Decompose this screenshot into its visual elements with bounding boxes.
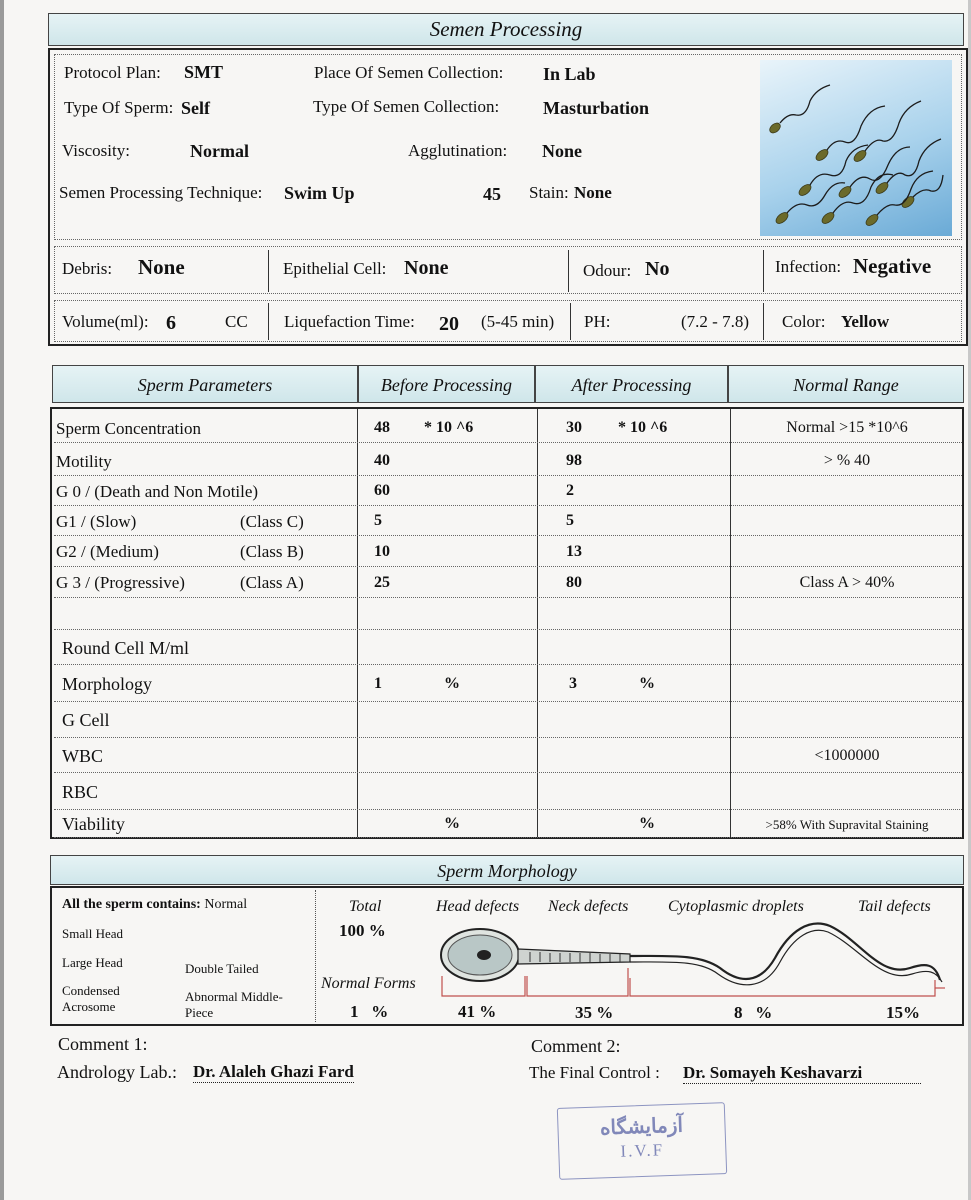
tail-defects-label: Tail defects bbox=[858, 898, 931, 915]
large-head: Large Head bbox=[62, 955, 123, 970]
ph-range: (7.2 - 7.8) bbox=[681, 312, 749, 331]
debris-value: None bbox=[138, 255, 185, 279]
volume-unit: CC bbox=[225, 312, 248, 331]
odour-label: Odour: bbox=[583, 261, 632, 280]
after-unit: % bbox=[639, 675, 655, 692]
header-before-processing: Before Processing bbox=[358, 365, 535, 403]
head-defects-label: Head defects bbox=[436, 898, 520, 915]
table-row bbox=[54, 476, 962, 506]
tail-defects-value: 15% bbox=[886, 1003, 920, 1022]
cytoplasmic-droplets-label: Cytoplasmic droplets bbox=[668, 898, 804, 915]
header-after-processing: After Processing bbox=[535, 365, 728, 403]
viscosity-value: Normal bbox=[190, 141, 249, 161]
after-unit: % bbox=[639, 815, 655, 832]
agglutination-label: Agglutination: bbox=[408, 141, 508, 160]
before-value: 48 bbox=[374, 419, 390, 436]
row-class: (Class C) bbox=[240, 512, 304, 531]
comment-2-label: Comment 2: bbox=[531, 1036, 621, 1056]
epithelial-value: None bbox=[404, 257, 449, 279]
infection-value: Negative bbox=[853, 254, 932, 278]
condensed-acrosome: Condensed Acrosome bbox=[62, 983, 120, 1014]
row-label: Round Cell M/ml bbox=[62, 638, 190, 658]
cytoplasmic-droplets-value: 8 % bbox=[734, 1003, 773, 1022]
technique-minutes: 45 bbox=[483, 184, 501, 204]
sperm-type-label: Type Of Sperm: bbox=[64, 98, 174, 117]
liquefaction-label: Liquefaction Time: bbox=[284, 312, 415, 331]
total-label: Total bbox=[349, 898, 382, 915]
protocol-value: SMT bbox=[184, 62, 224, 82]
lab-stamp bbox=[557, 1102, 727, 1180]
before-value: 40 bbox=[374, 452, 390, 469]
table-row bbox=[54, 413, 962, 443]
place-value: In Lab bbox=[543, 64, 596, 84]
divider bbox=[568, 250, 569, 292]
all-contains: All the sperm contains: Normal bbox=[62, 897, 248, 912]
sperm-illustration bbox=[760, 60, 952, 236]
agglutination-value: None bbox=[542, 141, 582, 161]
after-value: 13 bbox=[566, 543, 582, 560]
before-value: 60 bbox=[374, 482, 390, 499]
row-label: WBC bbox=[62, 746, 104, 766]
row-label: RBC bbox=[62, 782, 99, 802]
color-value: Yellow bbox=[841, 312, 890, 331]
liquefaction-value: 20 bbox=[439, 313, 459, 335]
small-head: Small Head bbox=[62, 926, 124, 941]
place-label: Place Of Semen Collection: bbox=[314, 63, 504, 82]
stain-label: Stain: bbox=[529, 183, 569, 202]
row-label: Sperm Concentration bbox=[56, 419, 201, 438]
divider bbox=[268, 250, 269, 292]
abnormal-middle-piece: Abnormal Middle- Piece bbox=[185, 989, 283, 1020]
debris-label: Debris: bbox=[62, 259, 113, 278]
row-label: Viability bbox=[62, 814, 125, 834]
before-value: 25 bbox=[374, 574, 390, 591]
row-label: G Cell bbox=[62, 710, 110, 730]
table-row bbox=[54, 446, 962, 476]
stain-value: None bbox=[574, 183, 612, 202]
comment-1-label: Comment 1: bbox=[58, 1034, 148, 1054]
liquefaction-range: (5-45 min) bbox=[481, 312, 555, 331]
table-row bbox=[54, 810, 962, 838]
normal-range: >58% With Supravital Staining bbox=[765, 817, 929, 832]
row-label: G1 / (Slow) bbox=[56, 512, 137, 531]
row-label: G2 / (Medium) bbox=[56, 542, 159, 561]
andrology-lab-name: Dr. Alaleh Ghazi Fard bbox=[193, 1062, 354, 1081]
before-unit: % bbox=[444, 675, 460, 692]
color-label: Color: bbox=[782, 312, 826, 331]
before-value: 5 bbox=[374, 512, 382, 529]
divider bbox=[763, 250, 764, 292]
table-row bbox=[54, 567, 962, 598]
normal-range: > % 40 bbox=[823, 452, 871, 469]
odour-value: No bbox=[645, 258, 670, 280]
technique-label: Semen Processing Technique: bbox=[59, 183, 263, 202]
volume-value: 6 bbox=[166, 312, 176, 334]
total-value: 100 % bbox=[339, 921, 386, 940]
after-unit: * 10 ^6 bbox=[618, 419, 668, 436]
header-normal-range: Normal Range bbox=[728, 365, 964, 403]
header-sperm-parameters: Sperm Parameters bbox=[52, 365, 358, 403]
neck-defects-label: Neck defects bbox=[548, 898, 629, 915]
before-unit: % bbox=[444, 815, 460, 832]
row-label: Morphology bbox=[62, 674, 152, 694]
table-row bbox=[54, 773, 962, 810]
andrology-lab-label: Andrology Lab.: bbox=[57, 1062, 177, 1082]
table-row bbox=[54, 630, 962, 665]
row-class: (Class B) bbox=[240, 542, 304, 561]
divider bbox=[315, 890, 316, 1022]
stamp-text-en: I.V.F bbox=[620, 1140, 665, 1161]
table-row bbox=[54, 738, 962, 773]
epithelial-label: Epithelial Cell: bbox=[283, 259, 387, 278]
sperm-diagram bbox=[430, 918, 955, 1003]
row-label: Motility bbox=[56, 452, 112, 471]
row-class: (Class A) bbox=[240, 573, 304, 592]
table-row bbox=[54, 702, 962, 738]
after-value: 3 bbox=[569, 675, 577, 692]
after-value: 80 bbox=[566, 574, 582, 591]
before-unit: * 10 ^6 bbox=[424, 419, 474, 436]
normal-forms-label: Normal Forms bbox=[321, 975, 416, 992]
infection-label: Infection: bbox=[775, 257, 842, 276]
table-row bbox=[54, 665, 962, 702]
collection-type-label: Type Of Semen Collection: bbox=[313, 97, 500, 116]
row-label: G 0 / (Death and Non Motile) bbox=[56, 482, 259, 501]
viscosity-label: Viscosity: bbox=[62, 141, 130, 160]
normal-forms-value: 1 % bbox=[350, 1002, 389, 1021]
divider bbox=[268, 303, 269, 340]
table-row-blank bbox=[54, 598, 962, 630]
after-value: 2 bbox=[566, 482, 574, 499]
divider bbox=[763, 303, 764, 340]
before-value: 1 bbox=[374, 675, 382, 692]
divider bbox=[570, 303, 571, 340]
neck-defects-value: 35 % bbox=[575, 1003, 614, 1022]
normal-range: <1000000 bbox=[814, 747, 880, 764]
collection-type-value: Masturbation bbox=[543, 98, 650, 118]
head-defects-value: 41 % bbox=[458, 1002, 497, 1021]
table-row bbox=[54, 536, 962, 567]
final-control-name: Dr. Somayeh Keshavarzi bbox=[683, 1063, 921, 1084]
normal-range: Normal >15 *10^6 bbox=[786, 419, 908, 436]
after-value: 98 bbox=[566, 452, 582, 469]
ph-label: PH: bbox=[584, 312, 611, 331]
before-value: 10 bbox=[374, 543, 390, 560]
technique-value: Swim Up bbox=[284, 183, 355, 203]
sperm-type-value: Self bbox=[181, 98, 210, 118]
page-title: Semen Processing bbox=[48, 13, 964, 46]
after-value: 30 bbox=[566, 419, 582, 436]
page-edge bbox=[0, 0, 4, 1200]
row-label: G 3 / (Progressive) bbox=[56, 573, 185, 592]
stamp-text-fa: آزمایشگاه bbox=[599, 1114, 684, 1140]
after-value: 5 bbox=[566, 512, 574, 529]
volume-label: Volume(ml): bbox=[62, 312, 149, 331]
normal-range: Class A > 40% bbox=[799, 574, 895, 591]
double-tailed: Double Tailed bbox=[185, 961, 259, 976]
table-row bbox=[54, 506, 962, 536]
morphology-title: Sperm Morphology bbox=[50, 855, 964, 885]
final-control-label: The Final Control : bbox=[529, 1063, 660, 1082]
protocol-label: Protocol Plan: bbox=[64, 63, 161, 82]
